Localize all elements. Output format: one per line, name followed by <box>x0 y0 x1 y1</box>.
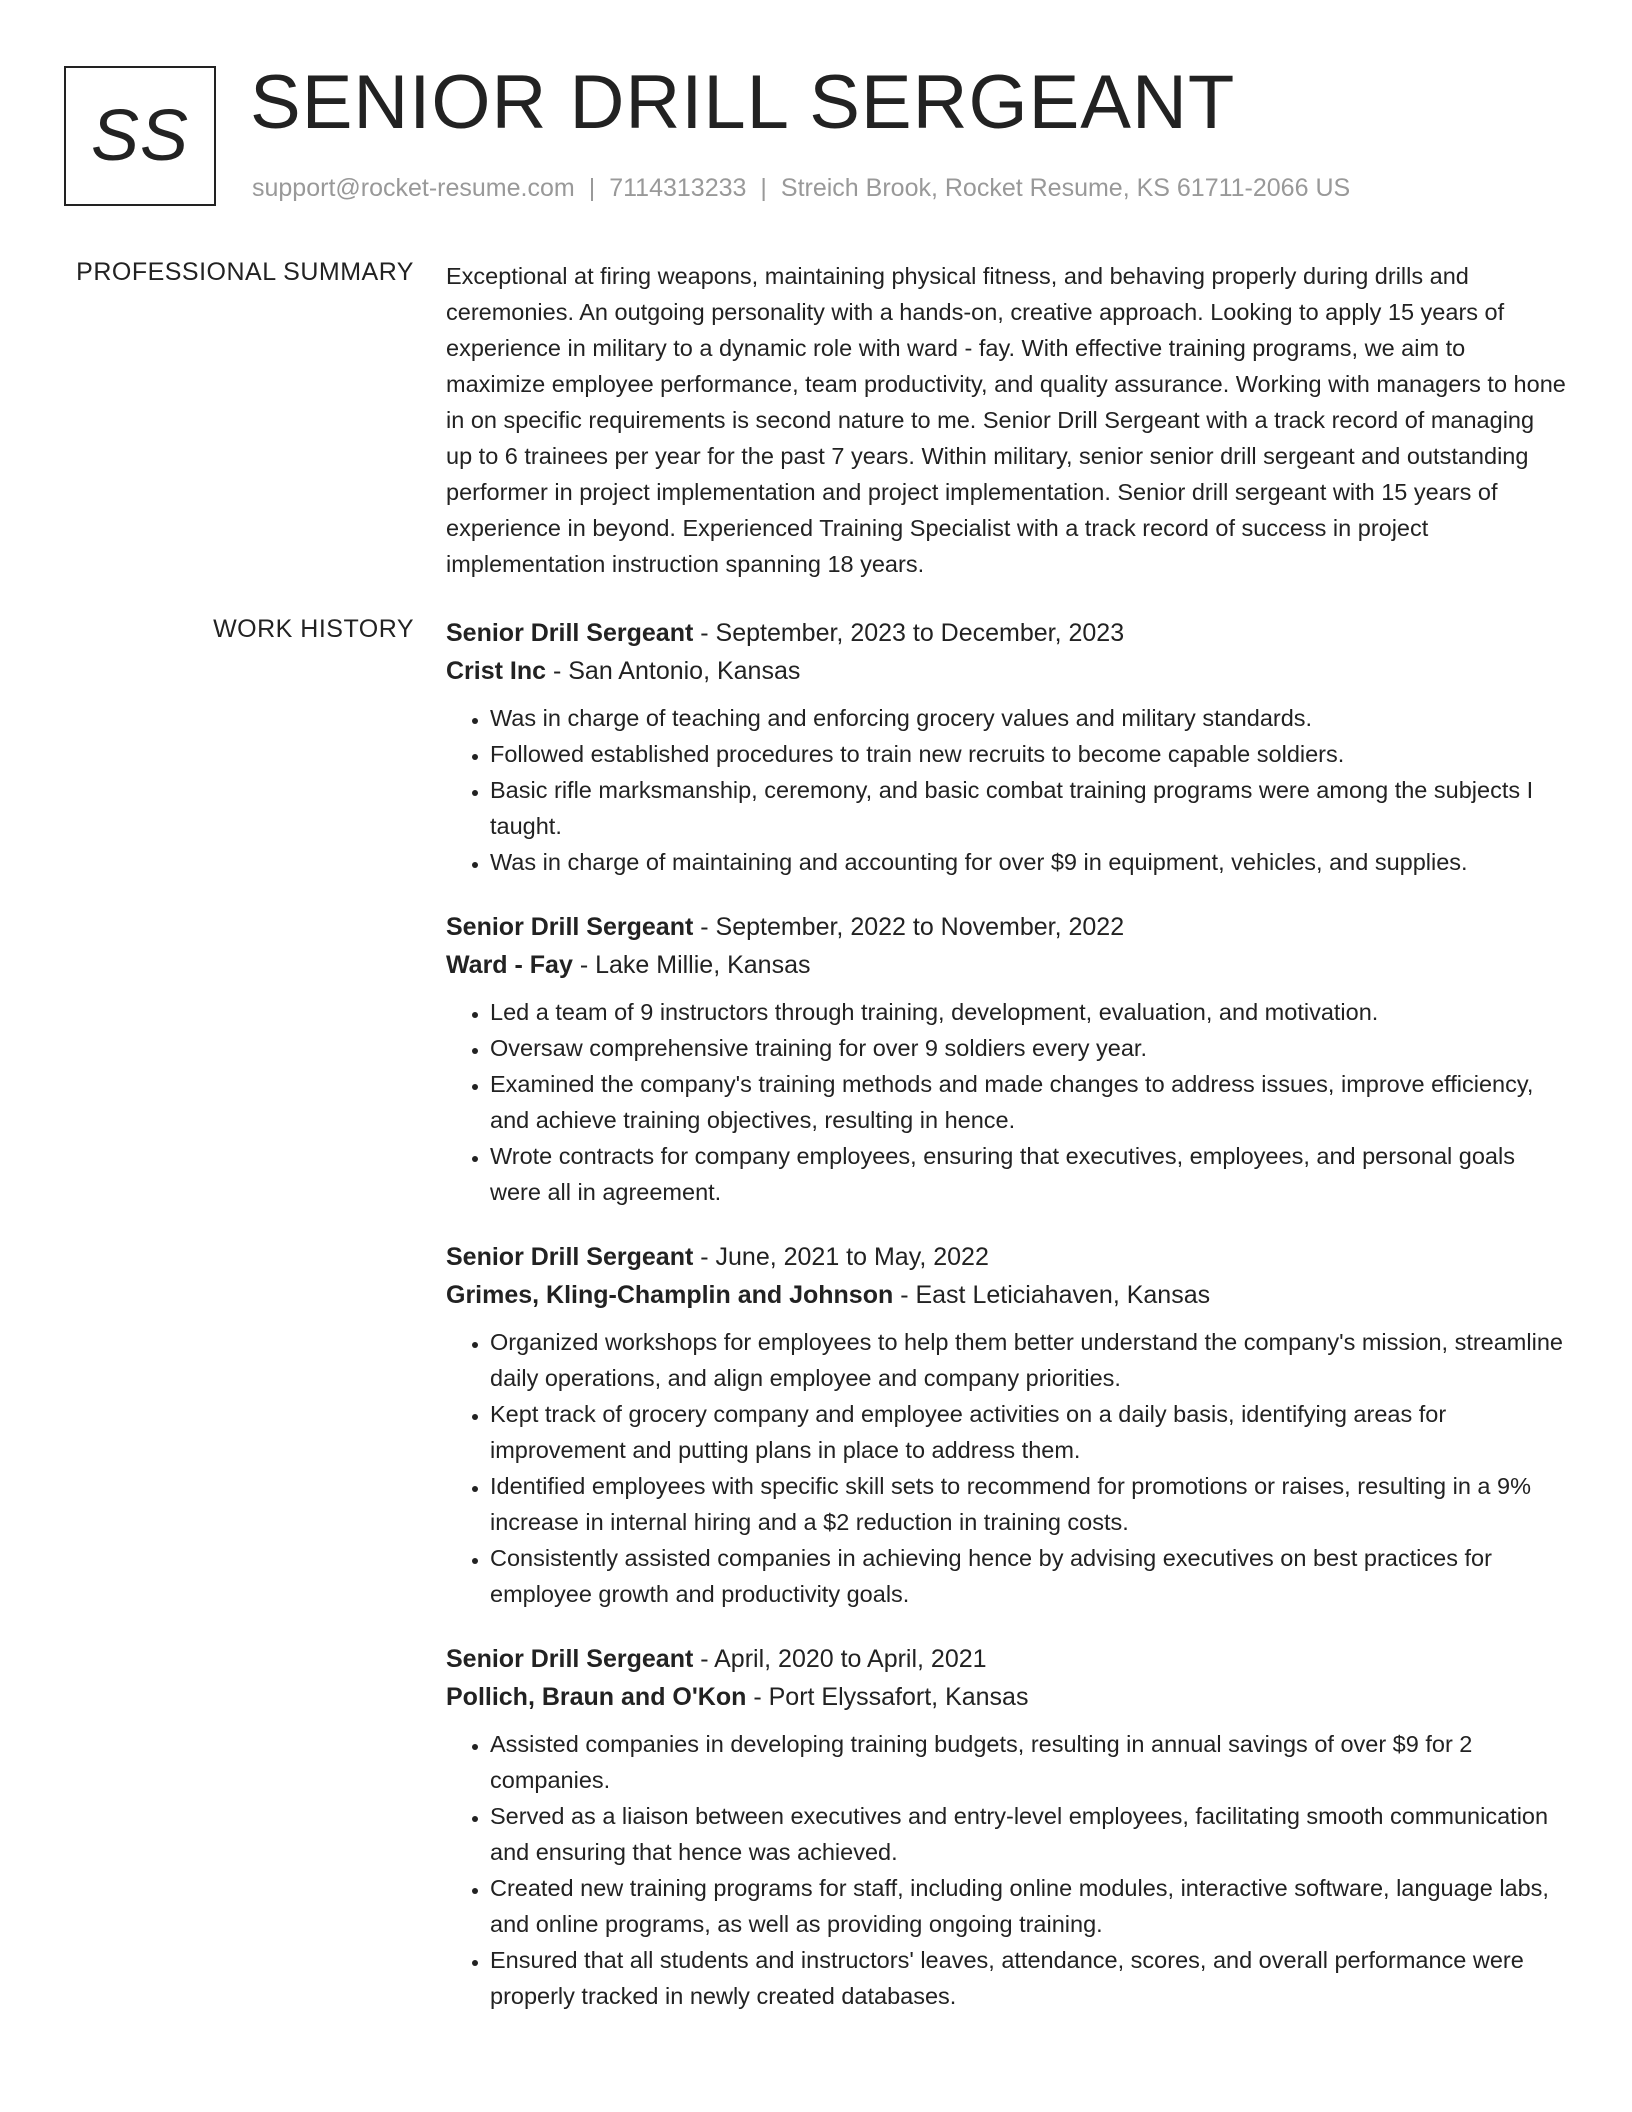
job-bullet: • Basic rifle marksmanship, ceremony, and basic combat training programs were among the subjects I taught. <box>490 772 1566 844</box>
job-title: Senior Drill Sergeant <box>446 1243 694 1271</box>
job-bullets <box>446 1324 1566 1612</box>
job-title-line <box>446 614 1566 652</box>
job-company-line <box>446 652 1566 690</box>
job-bullet: • Examined the company's training methods and made changes to address issues, improve efficiency, and achieve training objectives, resulting in hence. <box>490 1066 1566 1138</box>
job-company: Pollich, Braun and O'Kon <box>446 1683 747 1711</box>
contact-separator: | <box>588 174 596 202</box>
job-bullet: • Ensured that all students and instructors' leaves, attendance, scores, and overall performance were properly tracked in newly created databases. <box>490 1942 1566 2014</box>
contact-phone[interactable]: 7114313233 <box>609 174 747 202</box>
contact-address: Streich Brook, Rocket Resume, KS 61711-2066 US <box>780 174 1351 202</box>
job-title: Senior Drill Sergeant <box>446 619 694 647</box>
job-title-line <box>446 1640 1566 1678</box>
section-label-work-history: WORK HISTORY <box>213 615 414 643</box>
monogram-logo <box>64 66 216 206</box>
job-entry <box>446 1238 1566 1612</box>
page-title: SENIOR DRILL SERGEANT <box>250 60 1236 145</box>
job-bullets <box>446 700 1566 880</box>
job-bullet: • Assisted companies in developing training budgets, resulting in annual savings of over $9 for 2 companies. <box>490 1726 1566 1798</box>
job-dates: - April, 2020 to April, 2021 <box>693 1645 987 1673</box>
job-company-line <box>446 946 1566 984</box>
job-bullets <box>446 994 1566 1210</box>
contact-line <box>252 174 1350 203</box>
job-bullet: • Was in charge of teaching and enforcing grocery values and military standards. <box>490 700 1566 736</box>
job-bullet: • Identified employees with specific skill sets to recommend for promotions or raises, resulting in a 9% increase in internal hiring and a $2 reduction in training costs. <box>490 1468 1566 1540</box>
contact-email[interactable]: support@rocket-resume.com <box>252 174 575 202</box>
job-entry <box>446 908 1566 1210</box>
summary-text: Exceptional at firing weapons, maintaining physical fitness, and behaving properly during drills and ceremonies. An outgoing personality with a hands-on, creative approach. Looking to apply 15 years of experience in military to a dynamic role with ward - fay. With effective training programs, we aim to maximize employee performance, team productivity, and quality assurance. Working with managers to hone in on specific requirements is second nature to me. Senior Drill Sergeant with a track record of managing up to 6 trainees per year for the past 7 years. Within military, senior senior drill sergeant and outstanding performer in project implementation and project implementation. Senior drill sergeant with 15 years of experience in beyond. Experienced Training Specialist with a track record of success in project implementation instruction spanning 18 years. <box>446 263 1566 577</box>
job-bullet: • Organized workshops for employees to help them better understand the company's mission, streamline daily operations, and align employee and company priorities. <box>490 1324 1566 1396</box>
job-bullet: • Was in charge of maintaining and accounting for over $9 in equipment, vehicles, and supplies. <box>490 844 1566 880</box>
job-company: Ward - Fay <box>446 951 573 979</box>
job-title-line <box>446 908 1566 946</box>
job-company: Grimes, Kling-Champlin and Johnson <box>446 1281 894 1309</box>
monogram-initials: SS <box>90 96 190 176</box>
job-location: - San Antonio, Kansas <box>546 657 801 685</box>
job-title: Senior Drill Sergeant <box>446 913 694 941</box>
job-dates: - September, 2022 to November, 2022 <box>693 913 1125 941</box>
job-entry <box>446 1640 1566 2014</box>
job-company-line <box>446 1276 1566 1314</box>
job-location: - Port Elyssafort, Kansas <box>746 1683 1029 1711</box>
job-bullet: • Kept track of grocery company and employee activities on a daily basis, identifying areas for improvement and putting plans in place to address them. <box>490 1396 1566 1468</box>
job-bullet: • Wrote contracts for company employees, ensuring that executives, employees, and personal goals were all in agreement. <box>490 1138 1566 1210</box>
job-entry <box>446 614 1566 880</box>
contact-separator: | <box>760 174 767 202</box>
job-company-line <box>446 1678 1566 1716</box>
job-bullet: • Led a team of 9 instructors through training, development, evaluation, and motivation. <box>490 994 1566 1030</box>
job-bullet: • Consistently assisted companies in achieving hence by advising executives on best practices for employee growth and productivity goals. <box>490 1540 1566 1612</box>
job-company: Crist Inc <box>446 657 547 685</box>
job-bullet: • Created new training programs for staff, including online modules, interactive software, language labs, and online programs, as well as providing ongoing training. <box>490 1870 1566 1942</box>
job-location: - East Leticiahaven, Kansas <box>893 1281 1211 1309</box>
job-dates: - September, 2023 to December, 2023 <box>693 619 1125 647</box>
job-location: - Lake Millie, Kansas <box>572 951 811 979</box>
job-bullet: • Followed established procedures to train new recruits to become capable soldiers. <box>490 736 1566 772</box>
job-dates: - June, 2021 to May, 2022 <box>693 1243 989 1271</box>
job-title: Senior Drill Sergeant <box>446 1645 694 1673</box>
job-bullet: • Oversaw comprehensive training for over 9 soldiers every year. <box>490 1030 1566 1066</box>
work-history-list <box>446 614 1566 2042</box>
job-title-line <box>446 1238 1566 1276</box>
job-bullet: • Served as a liaison between executives and entry-level employees, facilitating smooth communication and ensuring that hence was achieved. <box>490 1798 1566 1870</box>
section-label-summary: PROFESSIONAL SUMMARY <box>76 258 414 286</box>
job-bullets <box>446 1726 1566 2014</box>
